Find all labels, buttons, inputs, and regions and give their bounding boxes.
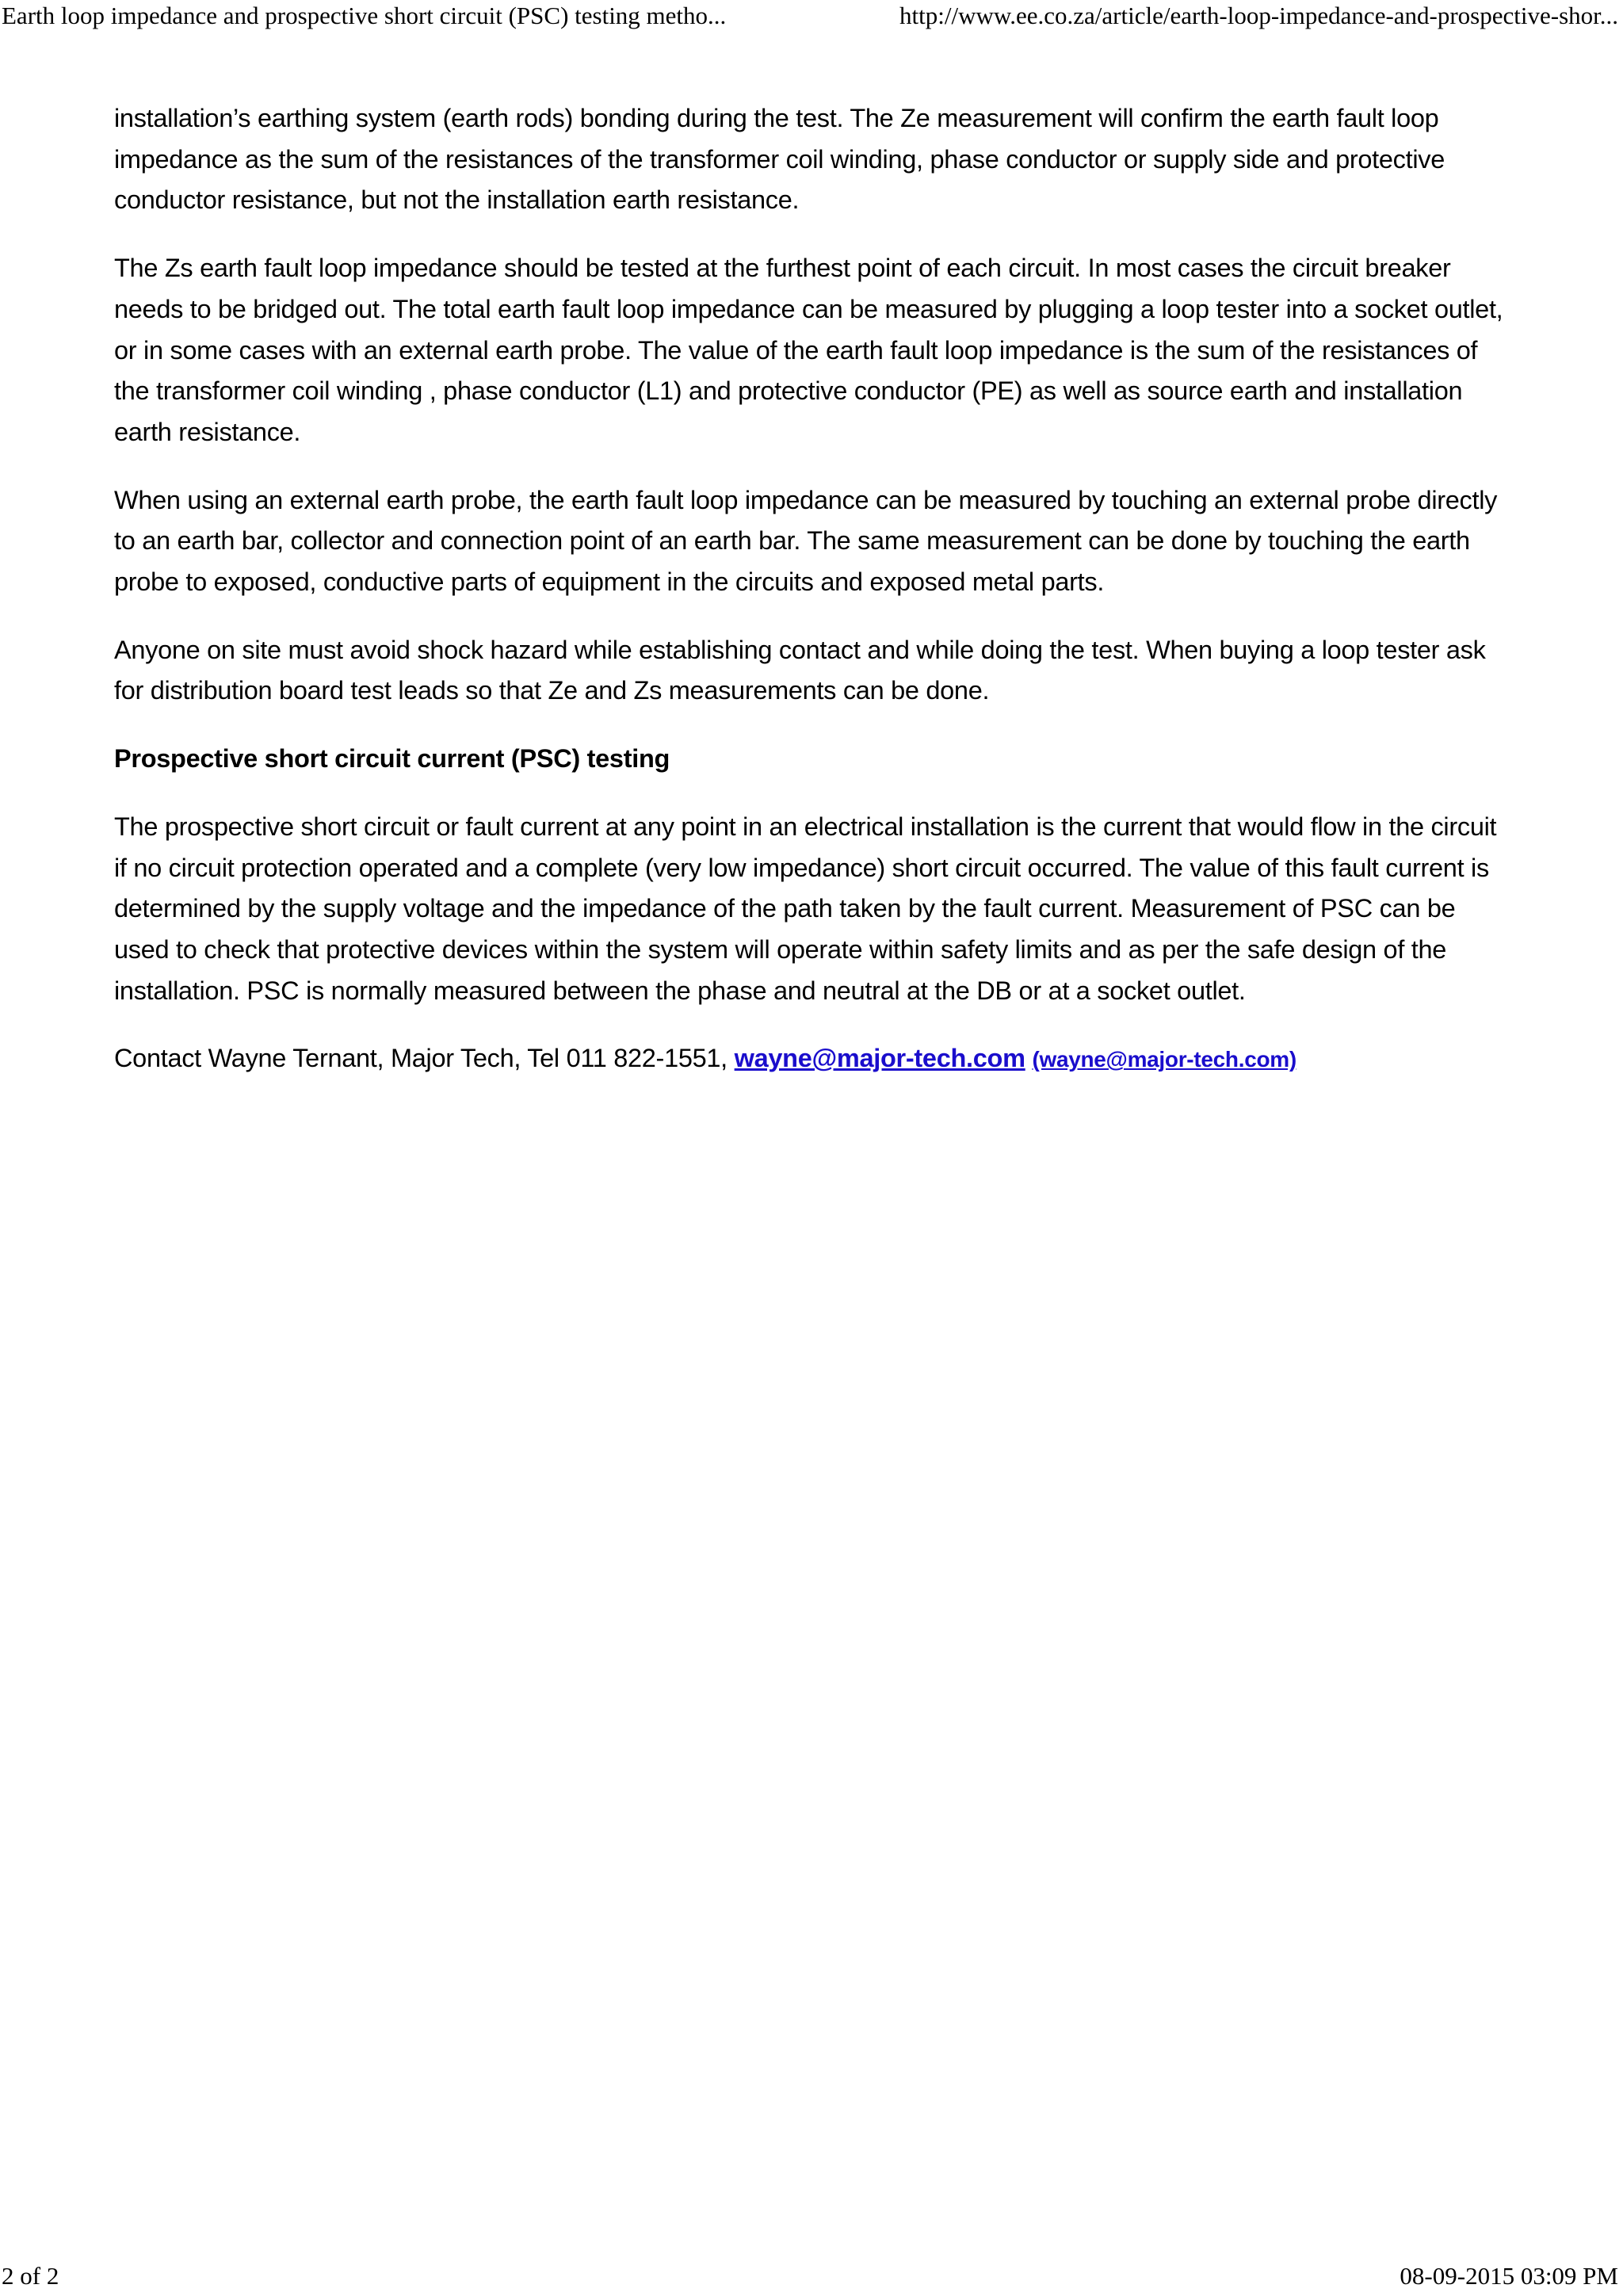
page-number: 2 of 2: [2, 2262, 59, 2290]
email-link[interactable]: wayne@major-tech.com: [734, 1044, 1025, 1073]
contact-text: Contact Wayne Ternant, Major Tech, Tel 011 822-1551,: [114, 1044, 735, 1073]
article-body: [114, 98, 1509, 1107]
page-url: http://www.ee.co.za/article/earth-loop-impedance-and-prospective-shor...: [899, 2, 1618, 29]
print-footer: [0, 2260, 1623, 2292]
paragraph-shock-hazard: Anyone on site must avoid shock hazard while establishing contact and while doing the test. When buying a loop tester ask for distribution board test leads so that Ze and Zs measurements can be done.: [114, 635, 1486, 705]
paragraph-earthing-system: installation’s earthing system (earth rods) bonding during the test. The Ze measurement will confirm the earth fault loop impedance as the sum of the resistances of the transformer coil winding, phase conductor or supply side and protective conductor resistance, but not the installation earth resistance.: [114, 104, 1445, 215]
section-heading-psc: Prospective short circuit current (PSC) testing: [114, 744, 670, 774]
paragraph-psc: The prospective short circuit or fault current at any point in an electrical installation is the current that would flow in the circuit if no circuit protection operated and a complete (very low impedance) short circuit occurred. The value of this fault current is determined by the supply voltage and the impedance of the path taken by the fault current. Measurement of PSC can be used to check that protective devices within the system will operate within safety limits and as per the safe design of the installation. PSC is normally measured between the phase and neutral at the DB or at a socket outlet.: [114, 812, 1497, 1005]
paragraph-zs-impedance: The Zs earth fault loop impedance should be tested at the furthest point of each circuit. In most cases the circuit breaker needs to be bridged out. The total earth fault loop impedance can be measured by plugging a loop tester into a socket outlet, or in some cases with an external earth probe. The value of the earth fault loop impedance is the sum of the resistances of the transformer coil winding , phase conductor (L1) and protective conductor (PE) as well as source earth and installation earth resistance.: [114, 254, 1503, 446]
contact-line: [114, 1038, 1509, 1080]
print-header: [0, 0, 1623, 35]
paragraph-external-probe: When using an external earth probe, the earth fault loop impedance can be measured by touching an external probe directly to an earth bar, collector and connection point of an earth bar. The same measurement can be done by touching the earth probe to exposed, conductive parts of equipment in the circuits and exposed metal parts.: [114, 485, 1498, 597]
email-url-link[interactable]: (wayne@major-tech.com): [1032, 1047, 1296, 1072]
print-timestamp: 08-09-2015 03:09 PM: [1400, 2262, 1618, 2290]
page-title: Earth loop impedance and prospective short circuit (PSC) testing metho...: [2, 2, 727, 29]
